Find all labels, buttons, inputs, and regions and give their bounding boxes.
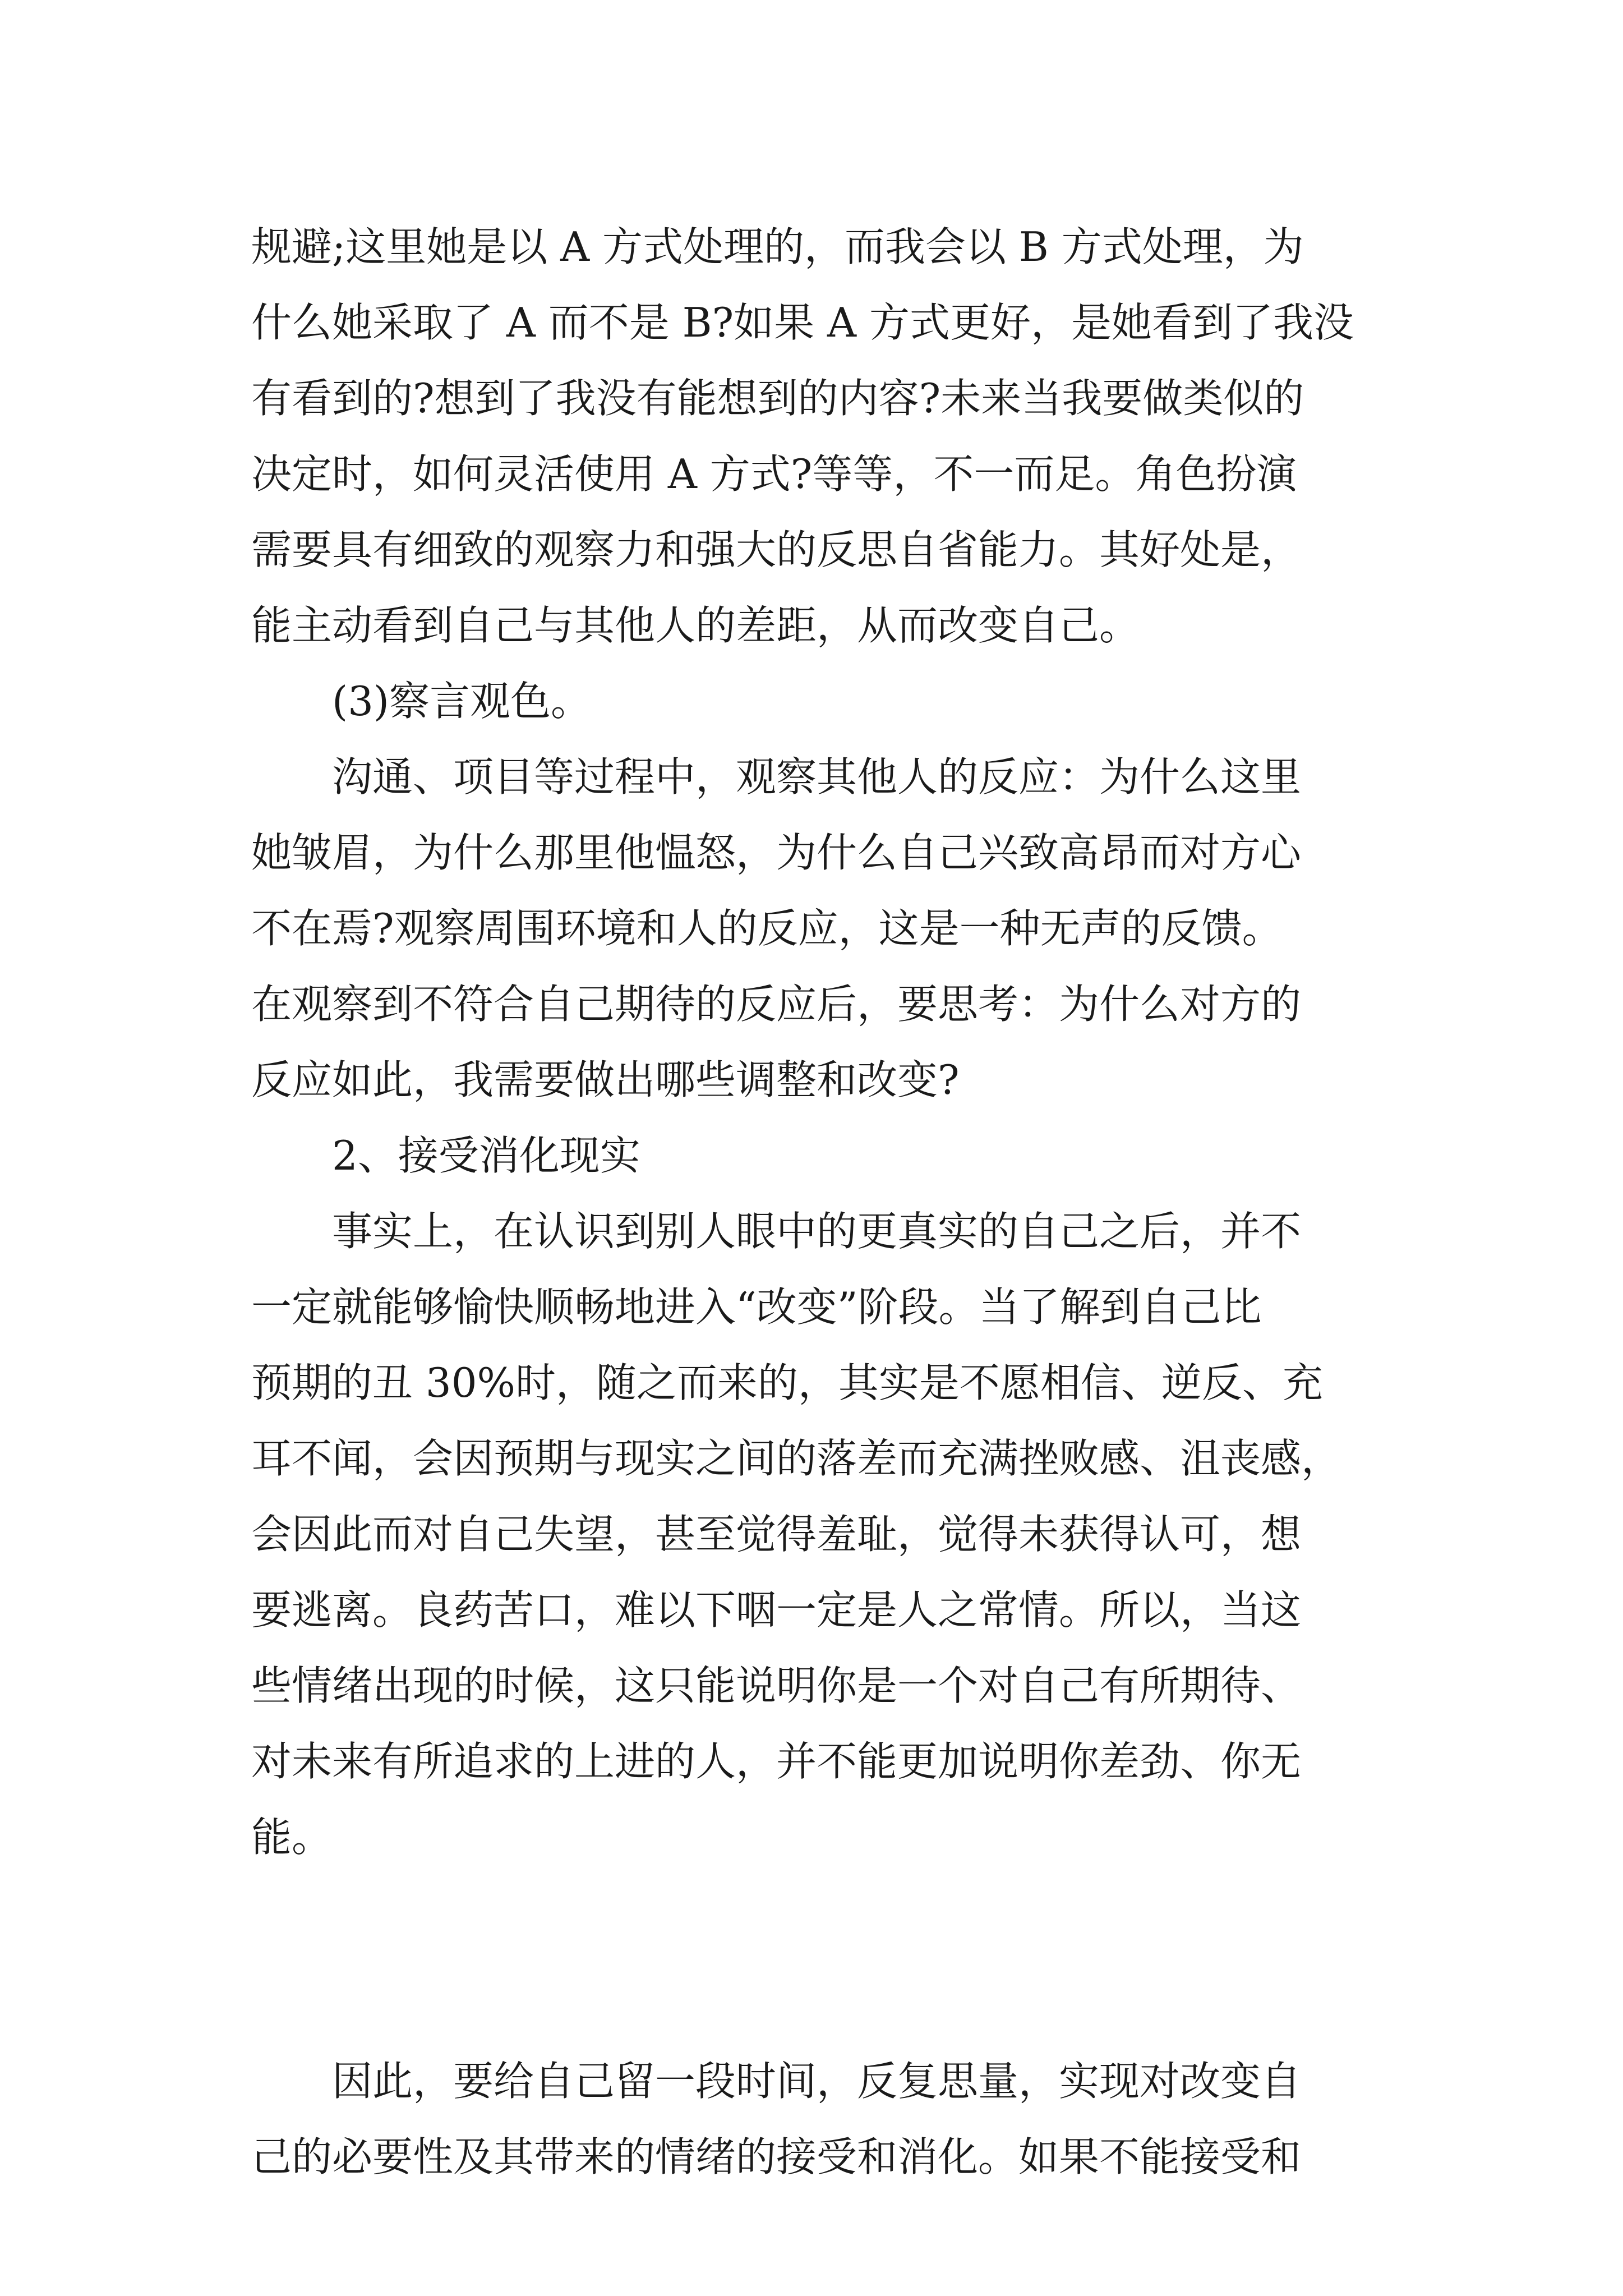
text-line: 决定时，如何灵活使用 A 方式?等等，不一而足。角色扮演 [251, 450, 1297, 498]
text-line: 有看到的?想到了我没有能想到的内容?未来当我要做类似的 [251, 375, 1304, 422]
text-line: 在观察到不符合自己期待的反应后，要思考：为什么对方的 [251, 981, 1302, 1028]
text-line: 她皱眉，为什么那里他愠怒，为什么自己兴致高昂而对方心 [251, 829, 1302, 876]
paragraph-first-line: 事实上，在认识到别人眼中的更真实的自己之后，并不 [332, 1208, 1302, 1255]
text-line: 不在焉?观察周围环境和人的反应，这是一种无声的反馈。 [251, 905, 1283, 952]
text-line: 对未来有所追求的上进的人，并不能更加说明你差劲、你无 [251, 1738, 1302, 1785]
text-line: 些情绪出现的时候，这只能说明你是一个对自己有所期待、 [251, 1662, 1302, 1709]
text-line: 耳不闻，会因预期与现实之间的落差而充满挫败感、沮丧感， [251, 1435, 1342, 1482]
text-line: 己的必要性及其带来的情绪的接受和消化。如果不能接受和 [251, 2133, 1302, 2180]
text-line: 反应如此，我需要做出哪些调整和改变? [251, 1056, 960, 1103]
text-line: 什么她采取了 A 而不是 B?如果 A 方式更好，是她看到了我没 [251, 299, 1354, 346]
text-line: 一定就能够愉快顺畅地进入“改变”阶段。当了解到自己比 [251, 1283, 1262, 1331]
text-line: 要逃离。良药苦口，难以下咽一定是人之常情。所以，当这 [251, 1586, 1302, 1634]
text-line: 会因此而对自己失望，甚至觉得羞耻，觉得未获得认可，想 [251, 1511, 1302, 1558]
text-line: 能主动看到自己与其他人的差距，从而改变自己。 [251, 602, 1140, 649]
text-line: 规避;这里她是以 A 方式处理的，而我会以 B 方式处理，为 [251, 223, 1304, 270]
text-line: 需要具有细致的观察力和强大的反思自省能力。其好处是， [251, 526, 1302, 573]
text-line: 能。 [251, 1814, 333, 1861]
section-heading: 2、接受消化现实 [332, 1132, 640, 1179]
paragraph-first-line: 沟通、项目等过程中，观察其他人的反应：为什么这里 [332, 753, 1302, 800]
text-line: 预期的丑 30%时，随之而来的，其实是不愿相信、逆反、充 [251, 1359, 1323, 1406]
section-heading: (3)察言观色。 [332, 678, 591, 725]
paragraph-first-line: 因此，要给自己留一段时间，反复思量，实现对改变自 [332, 2058, 1302, 2105]
